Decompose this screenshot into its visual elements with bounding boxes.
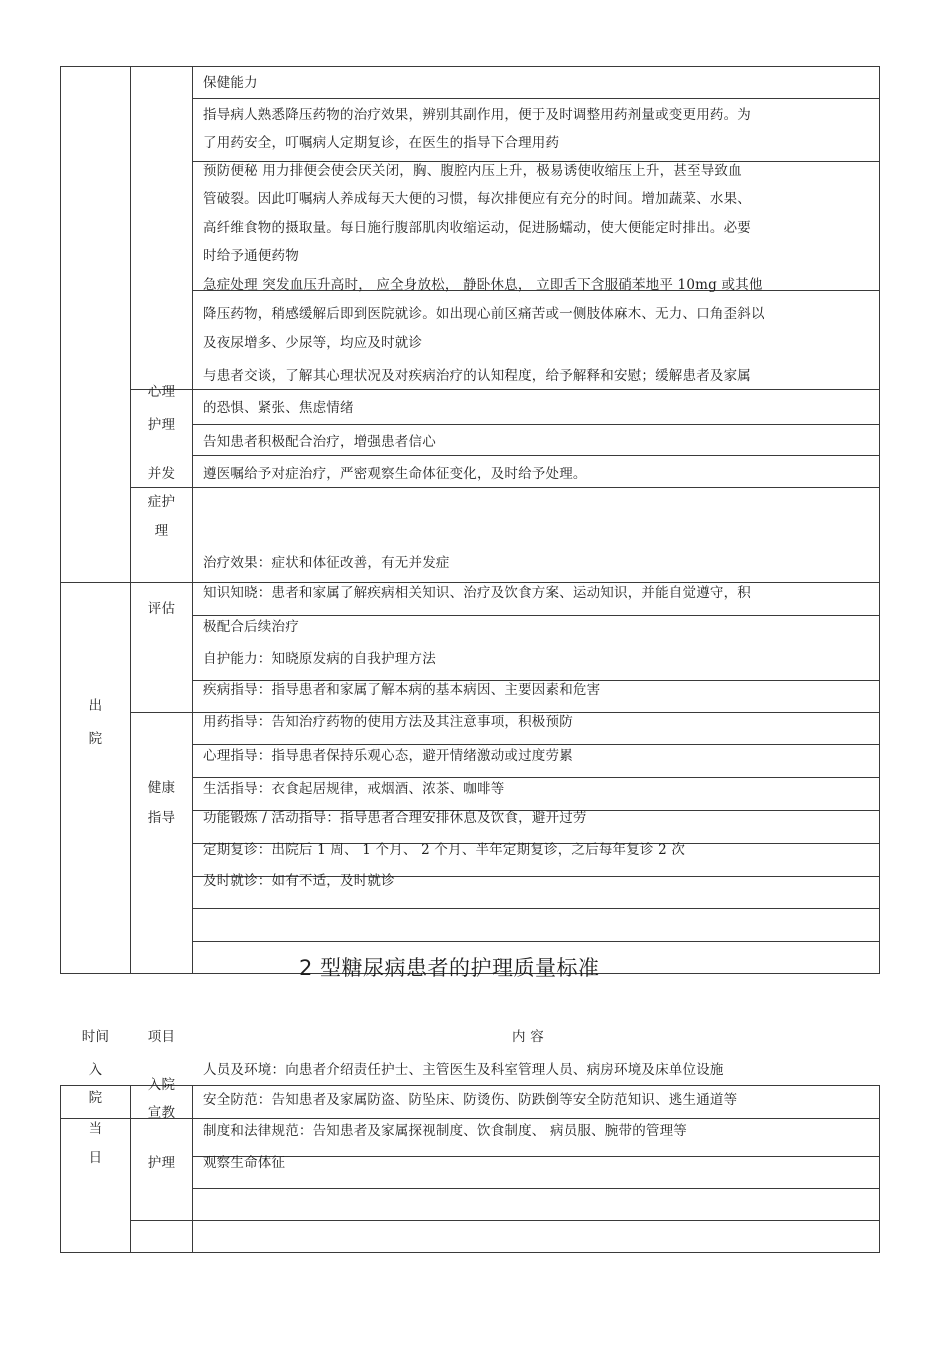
content-line: 遵医嘱给予对症治疗，严密观察生命体征变化，及时给予处理。 <box>203 466 587 482</box>
content-line: 急症处理 突发血压升高时， 应全身放松， 静卧休息， 立即舌下含服硝苯地平 10mg 或其他 <box>203 277 763 293</box>
item-label-nursing: 护理 <box>147 1155 176 1171</box>
content-line: 时给予通便药物 <box>203 248 299 264</box>
header-item: 项目 <box>147 1029 176 1045</box>
content-line: 功能锻炼 / 活动指导：指导患者合理安排休息及饮食，避开过劳 <box>203 810 587 826</box>
content-line: 心理指导：指导患者保持乐观心态，避开情绪激动或过度劳累 <box>203 748 573 764</box>
table-border-right <box>879 66 880 974</box>
item-label-health-guidance: 健康 <box>147 780 176 796</box>
header-content: 内 容 <box>512 1029 544 1045</box>
content-line: 知识知晓：患者和家属了解疾病相关知识、治疗及饮食方案、运动知识，并能自觉遵守，积 <box>203 585 751 601</box>
content-line: 人员及环境：向患者介绍责任护士、主管医生及科室管理人员、病房环境及床单位设施 <box>203 1062 724 1078</box>
section-title: 2 型糖尿病患者的护理质量标准 <box>299 956 600 980</box>
time-label-admission: 入 <box>88 1062 103 1078</box>
row-divider <box>192 941 880 942</box>
item-label-psych: 心理 <box>147 384 176 400</box>
item-label-psych: 护理 <box>147 417 176 433</box>
row-divider <box>192 908 880 909</box>
content-line: 及时就诊：如有不适，及时就诊 <box>203 873 395 889</box>
table-border-left <box>60 66 61 974</box>
item-label-complication: 并发 <box>147 466 176 482</box>
column-divider-2 <box>192 66 193 974</box>
content-line: 预防便秘 用力排便会使会厌关闭，胸、腹腔内压上升，极易诱使收缩压上升，甚至导致血 <box>203 163 742 179</box>
row-divider <box>130 712 880 713</box>
content-line: 保健能力 <box>203 75 258 91</box>
item-label-admission-education: 入院 <box>147 1077 176 1093</box>
row-divider <box>192 424 880 425</box>
content-line: 降压药物，稍感缓解后即到医院就诊。如出现心前区痛苦或一侧肢体麻木、无力、口角歪斜以 <box>203 306 765 322</box>
table-border-bottom <box>60 1252 880 1253</box>
row-divider <box>192 615 880 616</box>
row-divider <box>192 744 880 745</box>
content-line: 安全防范：告知患者及家属防盗、防坠床、防烫伤、防跌倒等安全防范知识、逃生通道等 <box>203 1092 738 1108</box>
content-line: 定期复诊：出院后 1 周、 1 个月、 2 个月、半年定期复诊，之后每年复诊 2 次 <box>203 842 686 858</box>
content-line: 制度和法律规范：告知患者及家属探视制度、饮食制度、 病员服、腕带的管理等 <box>203 1123 687 1139</box>
item-label-evaluation: 评估 <box>147 601 176 617</box>
table-border-top <box>60 66 880 67</box>
row-divider <box>130 1220 880 1221</box>
table-border-right <box>879 1085 880 1253</box>
content-line: 生活指导：衣食起居规律，戒烟酒、浓茶、咖啡等 <box>203 781 505 797</box>
item-label-health-guidance: 指导 <box>147 810 176 826</box>
content-line: 与患者交谈，了解其心理状况及对疾病治疗的认知程度，给予解释和安慰；缓解患者及家属 <box>203 368 751 384</box>
header-time: 时间 <box>81 1029 110 1045</box>
content-line: 的恐惧、紧张、焦虑情绪 <box>203 400 354 416</box>
row-divider <box>130 389 880 390</box>
time-label-discharge: 院 <box>88 731 103 747</box>
time-label-admission: 当 <box>88 1121 103 1137</box>
row-divider <box>192 680 880 681</box>
row-divider <box>192 777 880 778</box>
content-line: 治疗效果：症状和体征改善，有无并发症 <box>203 555 450 571</box>
time-label-discharge: 出 <box>88 698 103 714</box>
content-line: 及夜尿增多、少尿等，均应及时就诊 <box>203 335 423 351</box>
time-label-admission: 日 <box>88 1150 103 1166</box>
content-line: 观察生命体征 <box>203 1155 286 1171</box>
content-line: 告知患者积极配合治疗，增强患者信心 <box>203 434 436 450</box>
row-divider <box>192 1156 880 1157</box>
row-divider <box>192 1188 880 1189</box>
content-line: 了用药安全，叮嘱病人定期复诊，在医生的指导下合理用药 <box>203 135 560 151</box>
content-line: 管破裂。因此叮嘱病人养成每天大便的习惯，每次排便应有充分的时间。增加蔬菜、水果、 <box>203 191 751 207</box>
content-line: 用药指导：告知治疗药物的使用方法及其注意事项，积极预防 <box>203 714 573 730</box>
item-label-admission-education: 宣教 <box>147 1105 176 1121</box>
row-divider <box>192 455 880 456</box>
time-label-admission: 院 <box>88 1090 103 1106</box>
content-line: 疾病指导：指导患者和家属了解本病的基本病因、主要因素和危害 <box>203 682 601 698</box>
section-divider <box>60 582 880 583</box>
column-divider-2 <box>192 1085 193 1253</box>
table-border-left <box>60 1085 61 1253</box>
column-divider-1 <box>130 66 131 974</box>
row-divider <box>130 487 880 488</box>
item-label-complication: 理 <box>154 523 169 539</box>
content-line: 极配合后续治疗 <box>203 619 299 635</box>
content-line: 高纤维食物的摄取量。每日施行腹部肌肉收缩运动，促进肠蠕动，使大便能定时排出。必要 <box>203 220 751 236</box>
row-divider <box>192 98 880 99</box>
row-divider <box>192 161 880 162</box>
content-line: 指导病人熟悉降压药物的治疗效果，辨别其副作用，便于及时调整用药剂量或变更用药。为 <box>203 107 751 123</box>
item-label-complication: 症护 <box>147 494 176 510</box>
content-line: 自护能力：知晓原发病的自我护理方法 <box>203 651 436 667</box>
